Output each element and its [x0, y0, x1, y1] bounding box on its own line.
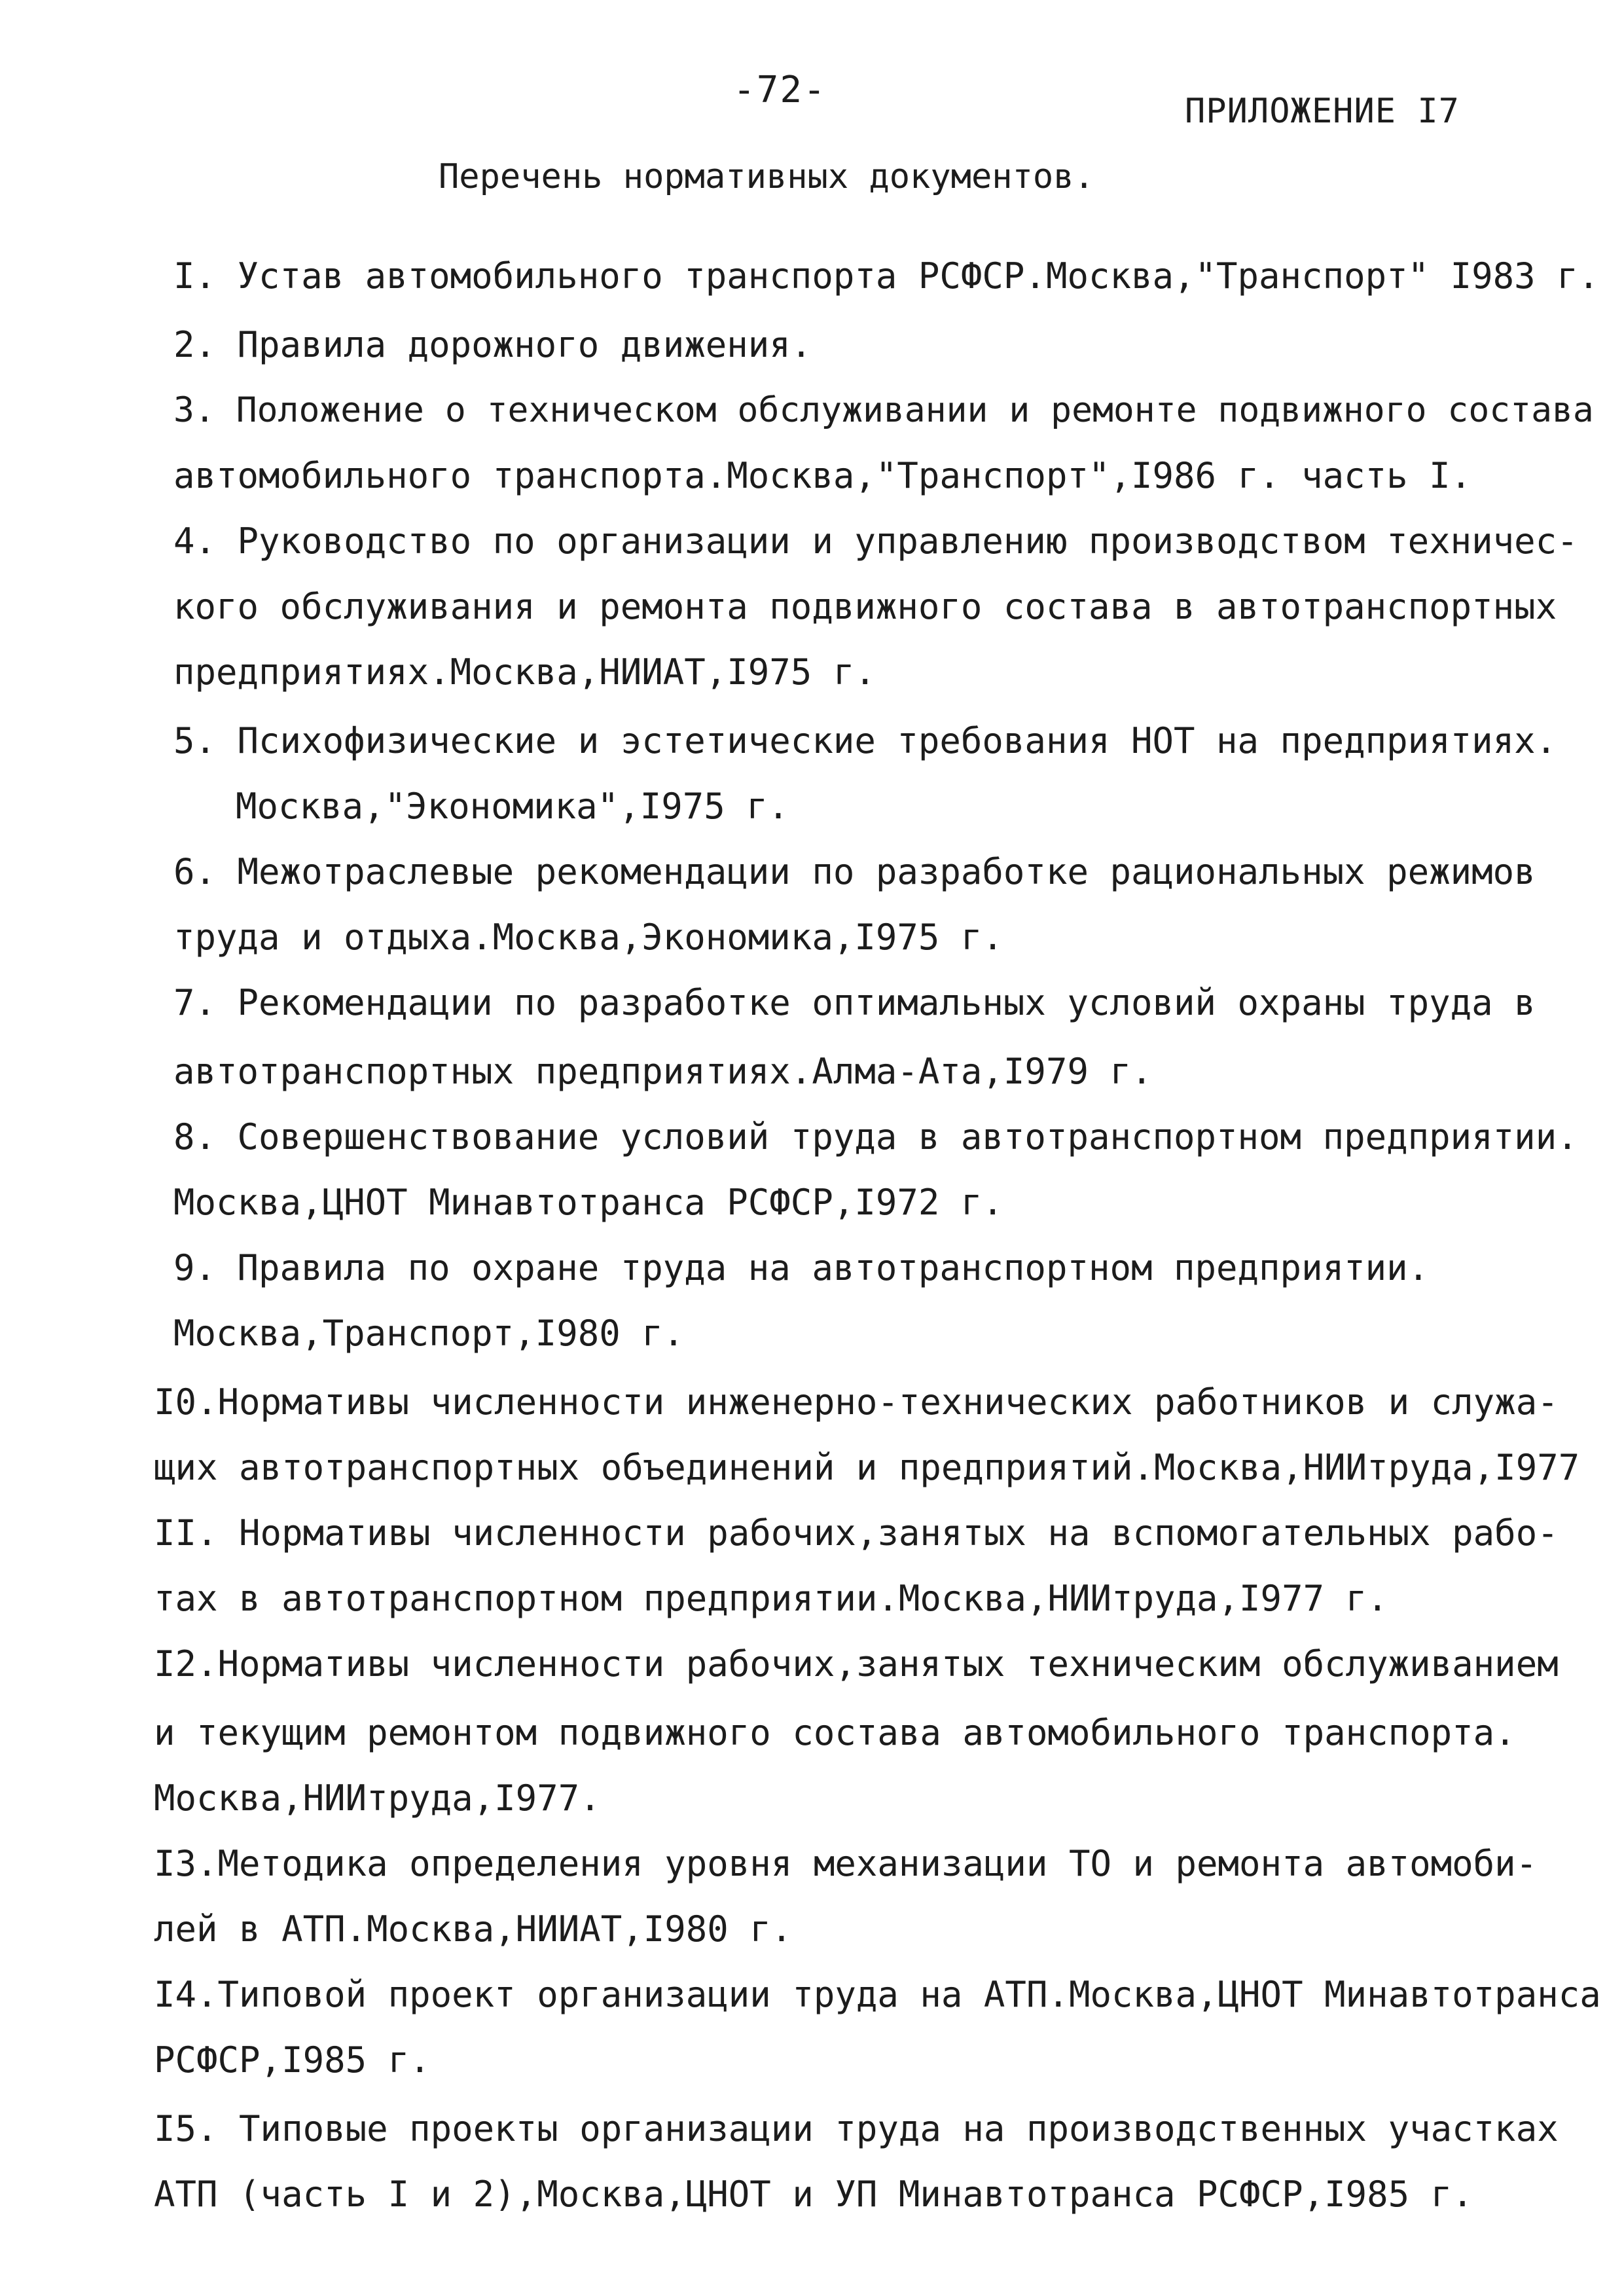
list-item-line: Москва,Транспорт,I980 г. — [173, 1313, 685, 1354]
page-number: -72- — [733, 69, 827, 111]
list-item-line: I. Устав автомобильного транспорта РСФСР.Москва,"Транспорт" I983 г. — [173, 255, 1600, 297]
list-item-line: 3. Положение о техническом обслуживании и ремонте подвижного состава — [173, 390, 1594, 430]
list-item-line: Москва,"Экономика",I975 г. — [236, 786, 789, 827]
list-item-line: Москва,ЦНОТ Минавтотранса РСФСР,I972 г. — [173, 1182, 1003, 1223]
list-item-line: лей в АТП.Москва,НИИАТ,I980 г. — [154, 1908, 793, 1950]
list-item-line: автотранспортных предприятиях.Алма-Ата,I979 г. — [173, 1051, 1153, 1092]
list-item-line: II. Нормативы численности рабочих,занятых на вспомогательных рабо- — [154, 1512, 1559, 1554]
list-item-line: труда и отдыха.Москва,Экономика,I975 г. — [173, 917, 1003, 958]
list-item-line: I4.Типовой проект организации труда на АТП.Москва,ЦНОТ Минавтотранса — [154, 1974, 1601, 2015]
list-item-line: 6. Межотраслевые рекомендации по разработке рациональных режимов — [173, 851, 1536, 892]
list-item-line: щих автотранспортных объединений и предприятий.Москва,НИИтруда,I977 — [154, 1447, 1580, 1488]
list-item-line: 5. Психофизические и эстетические требования НОТ на предприятиях. — [173, 720, 1557, 761]
list-item-line: предприятиях.Москва,НИИАТ,I975 г. — [173, 651, 876, 693]
list-item-line: АТП (часть I и 2),Москва,ЦНОТ и УП Минавтотранса РСФСР,I985 г. — [154, 2174, 1473, 2215]
list-item-line: автомобильного транспорта.Москва,"Транспорт",I986 г. часть I. — [173, 455, 1472, 496]
document-title: Перечень нормативных документов. — [439, 157, 1094, 196]
list-item-line: 8. Совершенствование условий труда в автотранспортном предприятии. — [173, 1116, 1578, 1157]
list-item-line: РСФСР,I985 г. — [154, 2039, 431, 2081]
list-item-line: 9. Правила по охране труда на автотранспортном предприятии. — [173, 1247, 1430, 1288]
list-item-line: I0.Нормативы численности инженерно-технических работников и служа- — [154, 1381, 1559, 1423]
list-item-line: I3.Методика определения уровня механизации ТО и ремонта автомоби- — [154, 1843, 1538, 1884]
list-item-line: I2.Нормативы численности рабочих,занятых техническим обслуживанием — [154, 1643, 1559, 1685]
list-item-line: тах в автотранспортном предприятии.Москва,НИИтруда,I977 г. — [154, 1578, 1388, 1619]
appendix-label: ПРИЛОЖЕНИЕ I7 — [1185, 92, 1460, 131]
list-item-line: I5. Типовые проекты организации труда на производственных участках — [154, 2108, 1559, 2149]
list-item-line: 2. Правила дорожного движения. — [173, 324, 812, 365]
list-item-line: Москва,НИИтруда,I977. — [154, 1777, 601, 1819]
list-item-line: 7. Рекомендации по разработке оптимальных условий охраны труда в — [173, 982, 1536, 1023]
list-item-line: кого обслуживания и ремонта подвижного состава в автотранспортных — [173, 586, 1557, 627]
list-item-line: и текущим ремонтом подвижного состава автомобильного транспорта. — [154, 1712, 1516, 1753]
list-item-line: 4. Руководство по организации и управлению производством техничес- — [173, 520, 1578, 562]
